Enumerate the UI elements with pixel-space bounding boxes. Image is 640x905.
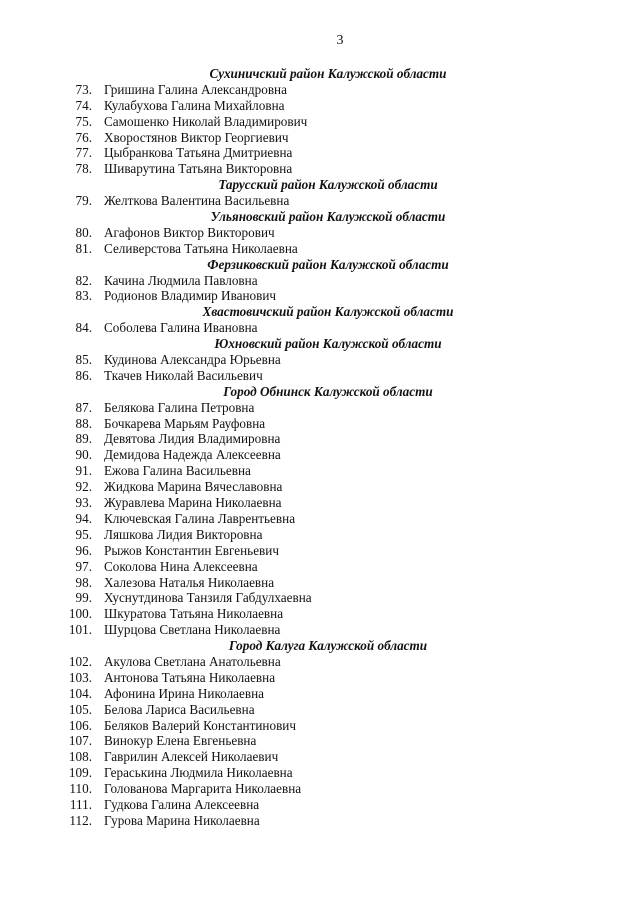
list-item xyxy=(0,225,640,241)
person-name: Журавлева Марина Николаевна xyxy=(104,495,282,511)
item-number: 98. xyxy=(75,574,92,590)
list-item xyxy=(0,288,640,304)
list-item xyxy=(0,320,640,336)
list-item xyxy=(0,479,640,495)
person-name: Девятова Лидия Владимировна xyxy=(104,431,281,447)
item-number: 99. xyxy=(75,590,92,606)
item-number: 77. xyxy=(75,145,92,161)
list-item xyxy=(0,241,640,257)
item-number: 95. xyxy=(75,526,92,542)
list-item xyxy=(0,559,640,575)
person-name: Родионов Владимир Иванович xyxy=(104,288,277,304)
list-item xyxy=(0,749,640,765)
person-name: Кудинова Александра Юрьевна xyxy=(104,352,281,368)
section-heading: Тарусский район Калужской области xyxy=(218,177,438,193)
list-item xyxy=(0,670,640,686)
list-item xyxy=(0,813,640,829)
item-number: 97. xyxy=(75,558,92,574)
item-number: 104. xyxy=(68,685,92,701)
person-name: Антонова Татьяна Николаевна xyxy=(104,669,276,685)
person-name: Белова Лариса Васильевна xyxy=(104,701,255,717)
person-name: Желткова Валентина Васильевна xyxy=(104,193,290,209)
item-number: 103. xyxy=(68,669,92,685)
list-item xyxy=(0,368,640,384)
person-name: Гришина Галина Александровна xyxy=(104,81,287,97)
list-item xyxy=(0,495,640,511)
item-number: 84. xyxy=(75,320,92,336)
person-name: Гурова Марина Николаевна xyxy=(104,812,260,828)
person-name: Соболева Галина Ивановна xyxy=(104,320,258,336)
person-name: Бочкарева Марьям Рауфовна xyxy=(104,415,266,431)
list-item xyxy=(0,416,640,432)
item-number: 80. xyxy=(75,224,92,240)
item-number: 79. xyxy=(75,193,92,209)
list-item xyxy=(0,686,640,702)
item-number: 74. xyxy=(75,97,92,113)
item-number: 102. xyxy=(68,653,92,669)
item-number: 73. xyxy=(75,81,92,97)
section-heading: Город Калуга Калужской области xyxy=(228,638,428,654)
item-number: 106. xyxy=(68,717,92,733)
person-name: Афонина Ирина Николаевна xyxy=(104,685,265,701)
list-item xyxy=(0,273,640,289)
person-name: Ежова Галина Васильевна xyxy=(104,463,251,479)
item-number: 109. xyxy=(68,765,92,781)
person-name: Шиварутина Татьяна Викторовна xyxy=(104,161,293,177)
person-name: Кулабухова Галина Михайловна xyxy=(104,97,285,113)
item-number: 75. xyxy=(75,113,92,129)
person-name: Ляшкова Лидия Викторовна xyxy=(104,526,263,542)
list-item xyxy=(0,797,640,813)
person-name: Гудкова Галина Алексеевна xyxy=(104,796,260,812)
item-number: 108. xyxy=(68,749,92,765)
person-name: Ткачев Николай Васильевич xyxy=(104,367,263,383)
list-item xyxy=(0,543,640,559)
person-name: Ключевская Галина Лаврентьевна xyxy=(104,510,296,526)
section-heading: Хвастовичский район Калужской области xyxy=(202,304,454,320)
list-item xyxy=(0,114,640,130)
person-name: Халезова Наталья Николаевна xyxy=(104,574,275,590)
list-item xyxy=(0,130,640,146)
list-item xyxy=(0,765,640,781)
person-name: Хуснутдинова Танзиля Габдулхаевна xyxy=(104,590,312,606)
person-name: Акулова Светлана Анатольевна xyxy=(104,653,281,669)
person-name: Жидкова Марина Вячеславовна xyxy=(104,479,283,495)
person-name: Гераськина Людмила Николаевна xyxy=(104,765,293,781)
list-item xyxy=(0,733,640,749)
person-name: Гаврилин Алексей Николаевич xyxy=(104,749,279,765)
person-name: Агафонов Виктор Викторович xyxy=(104,224,275,240)
item-number: 94. xyxy=(75,510,92,526)
participant-list xyxy=(0,66,640,829)
list-item xyxy=(0,463,640,479)
person-name: Шкуратова Татьяна Николаевна xyxy=(104,606,284,622)
item-number: 82. xyxy=(75,272,92,288)
list-item xyxy=(0,447,640,463)
item-number: 76. xyxy=(75,129,92,145)
list-item xyxy=(0,702,640,718)
item-number: 91. xyxy=(75,463,92,479)
list-item xyxy=(0,352,640,368)
list-item xyxy=(0,82,640,98)
list-item xyxy=(0,161,640,177)
item-number: 101. xyxy=(68,622,92,638)
list-item xyxy=(0,527,640,543)
item-number: 78. xyxy=(75,161,92,177)
person-name: Белякова Галина Петровна xyxy=(104,399,255,415)
person-name: Демидова Надежда Алексеевна xyxy=(104,447,281,463)
item-number: 93. xyxy=(75,495,92,511)
person-name: Беляков Валерий Константинович xyxy=(104,717,296,733)
person-name: Самошенко Николай Владимирович xyxy=(104,113,308,129)
list-item xyxy=(0,781,640,797)
item-number: 105. xyxy=(68,701,92,717)
list-item xyxy=(0,193,640,209)
item-number: 112. xyxy=(69,812,92,828)
item-number: 90. xyxy=(75,447,92,463)
list-item xyxy=(0,400,640,416)
list-item xyxy=(0,431,640,447)
list-item xyxy=(0,575,640,591)
section-heading: Сухиничский район Калужской области xyxy=(209,66,447,81)
item-number: 107. xyxy=(68,733,92,749)
page-number: 3 xyxy=(336,33,344,48)
list-item xyxy=(0,145,640,161)
person-name: Шурцова Светлана Николаевна xyxy=(104,622,281,638)
list-item xyxy=(0,98,640,114)
section-heading: Город Обнинск Калужской области xyxy=(223,383,433,399)
item-number: 86. xyxy=(75,367,92,383)
person-name: Селиверстова Татьяна Николаевна xyxy=(104,240,298,256)
list-item xyxy=(0,606,640,622)
item-number: 88. xyxy=(75,415,92,431)
list-item xyxy=(0,590,640,606)
section-heading: Юхновский район Калужской области xyxy=(214,336,442,352)
list-item xyxy=(0,654,640,670)
item-number: 81. xyxy=(75,240,92,256)
item-number: 96. xyxy=(75,542,92,558)
list-item xyxy=(0,622,640,638)
item-number: 83. xyxy=(75,288,92,304)
person-name: Рыжов Константин Евгеньевич xyxy=(104,542,279,558)
section-heading: Ферзиковский район Калужской области xyxy=(207,256,449,272)
person-name: Качина Людмила Павловна xyxy=(104,272,258,288)
item-number: 85. xyxy=(75,352,92,368)
item-number: 92. xyxy=(75,479,92,495)
list-item xyxy=(0,511,640,527)
person-name: Цыбранкова Татьяна Дмитриевна xyxy=(104,145,293,161)
person-name: Соколова Нина Алексеевна xyxy=(104,558,258,574)
item-number: 87. xyxy=(75,399,92,415)
section-heading: Ульяновский район Калужской области xyxy=(210,209,446,225)
person-name: Голованова Маргарита Николаевна xyxy=(104,781,302,797)
item-number: 110. xyxy=(69,781,92,797)
item-number: 100. xyxy=(68,606,92,622)
list-item xyxy=(0,718,640,734)
person-name: Винокур Елена Евгеньевна xyxy=(104,733,257,749)
item-number: 89. xyxy=(75,431,92,447)
item-number: 111. xyxy=(69,796,92,812)
person-name: Хворостянов Виктор Георгиевич xyxy=(104,129,289,145)
